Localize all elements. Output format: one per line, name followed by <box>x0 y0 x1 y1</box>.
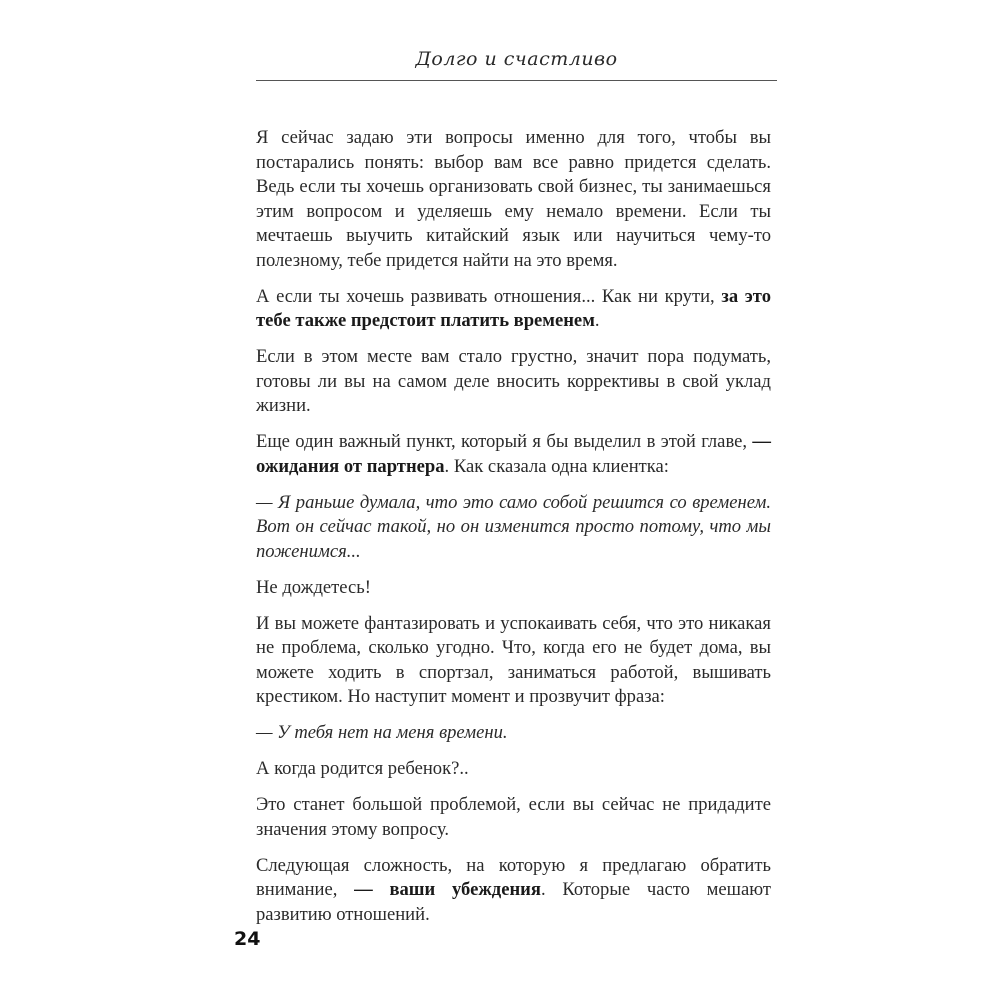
paragraph <box>256 757 771 782</box>
quote-paragraph <box>256 721 771 746</box>
bold-emphasis: — ожидания от партнера <box>256 431 771 477</box>
text-run: . Которые часто мешают развитию отношений. <box>256 879 771 925</box>
paragraph <box>256 430 771 479</box>
header-rule <box>256 80 777 81</box>
running-head: Долго и счастливо <box>415 48 618 70</box>
text-run: Следующая сложность, на которую я предлагаю обратить внимание, <box>256 854 771 900</box>
text-run: — У тебя нет на меня времени. <box>256 722 508 743</box>
text-run: А когда родится ребенок?.. <box>256 758 469 779</box>
text-run: А если ты хочешь развивать отношения... Как ни крути, <box>256 285 722 307</box>
page-number: 24 <box>234 928 261 950</box>
paragraph <box>256 612 771 710</box>
bold-emphasis: за это тебе также предстоит платить временем <box>256 285 771 331</box>
paragraph <box>256 793 771 842</box>
bold-emphasis: — ваши убеждения <box>354 879 541 900</box>
text-run: И вы можете фантазировать и успокаивать себя, что это никакая не проблема, сколько угодно. Что, когда его не будет дома, вы можете ходить в спортзал, заниматься работой, вышивать крестиком. Но наступит момент и прозвучит фраза: <box>256 612 771 707</box>
paragraph <box>256 285 771 334</box>
body-text <box>256 126 771 939</box>
text-run: . <box>594 310 600 331</box>
paragraph <box>256 576 771 601</box>
text-run: Я сейчас задаю эти вопросы именно для того, чтобы вы постарались понять: выбор вам все равно придется сделать. Ведь если ты хочешь организовать свой бизнес, ты занимаешься этим вопросом и уделяешь ему немало времени. Если ты мечтаешь выучить китайский язык или научиться чему-то полезному, тебе придется найти на это время. <box>256 127 771 271</box>
paragraph <box>256 345 771 419</box>
paragraph <box>256 126 771 273</box>
quote-paragraph <box>256 491 771 565</box>
text-run: Не дождетесь! <box>256 576 371 598</box>
text-run: . Как сказала одна клиентка: <box>444 455 669 477</box>
text-run: Если в этом месте вам стало грустно, значит пора подумать, готовы ли вы на самом деле вносить коррективы в свой уклад жизни. <box>256 346 771 416</box>
text-run: — Я раньше думала, что это само собой решится со временем. Вот он сейчас такой, но он изменится просто потому, что мы поженимся... <box>256 491 771 562</box>
paragraph <box>256 854 771 928</box>
text-run: Это станет большой проблемой, если вы сейчас не придадите значения этому вопросу. <box>256 794 771 840</box>
text-run: Еще один важный пункт, который я бы выделил в этой главе, <box>256 431 753 452</box>
